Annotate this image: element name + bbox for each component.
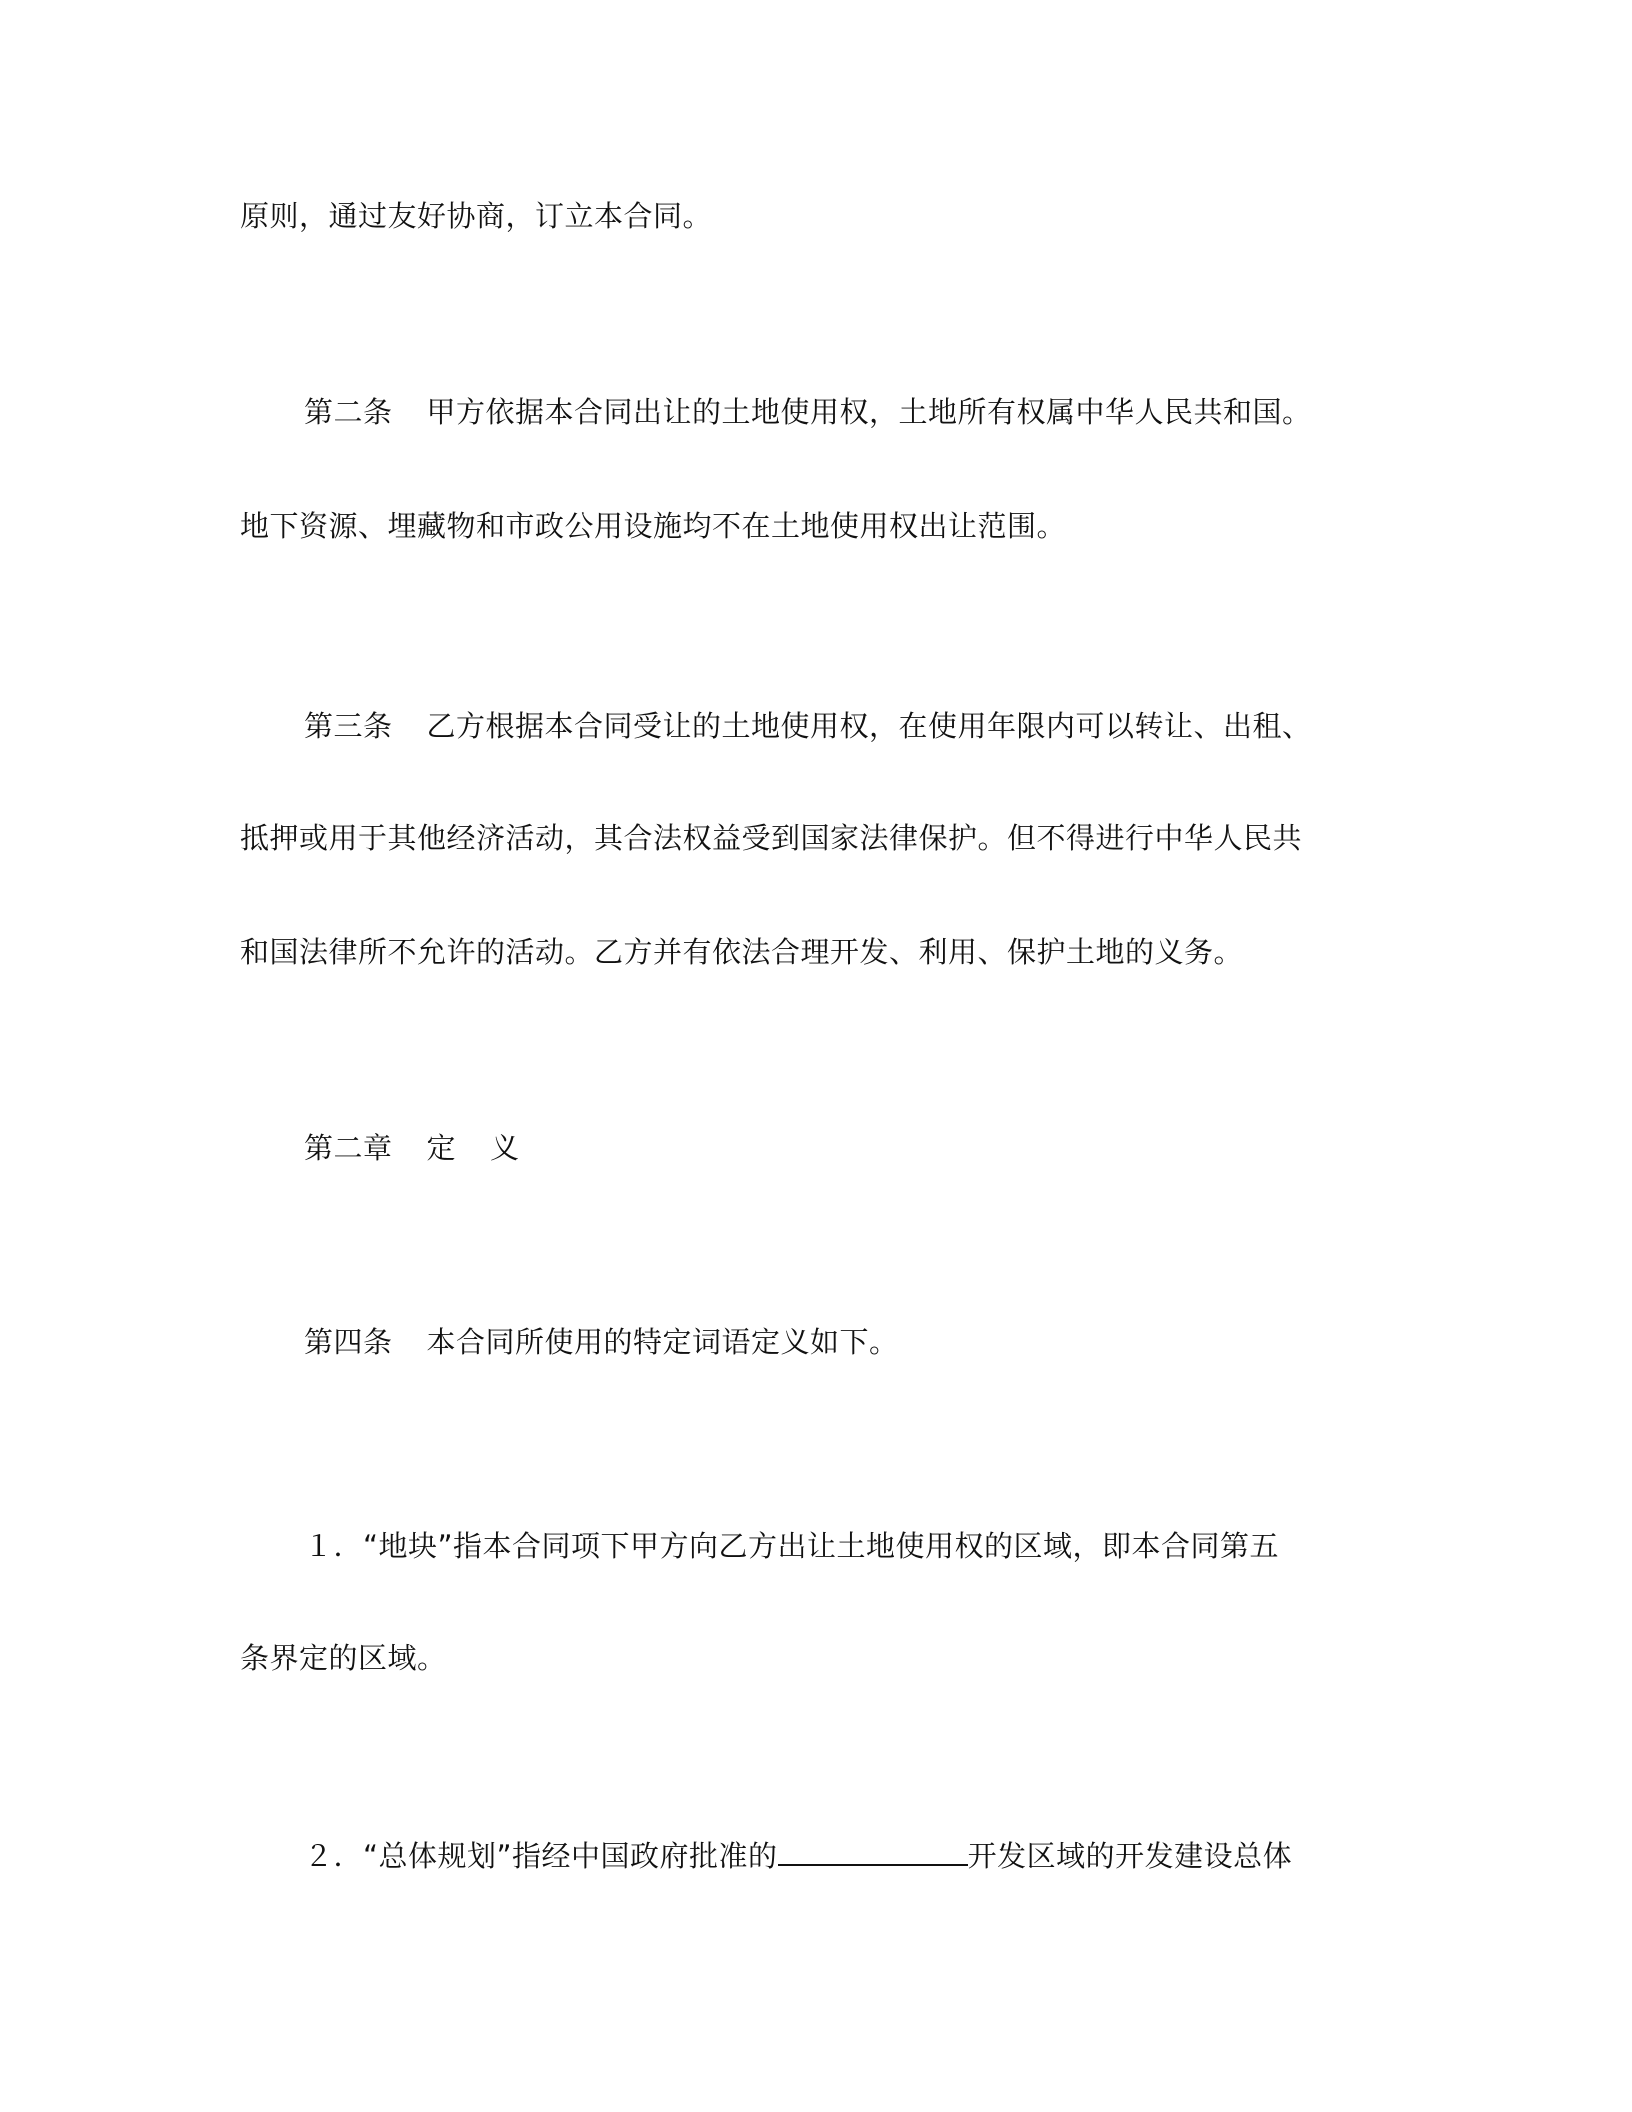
text-run: 原则，通过友好协商，订立本合同。 bbox=[240, 199, 713, 233]
fill-in-blank bbox=[778, 1834, 968, 1866]
text-run: 乙方根据本合同受让的土地使用权，在使用年限内可以转让、出租、 bbox=[426, 709, 1312, 743]
text-run: 条界定的区域。 bbox=[240, 1641, 447, 1675]
chapter-number: 第二章 bbox=[304, 1131, 393, 1165]
chapter-title-char: 定 bbox=[426, 1131, 457, 1165]
paragraph-line bbox=[240, 196, 712, 236]
chapter-heading bbox=[304, 1128, 520, 1168]
text-run: 本合同所使用的特定词语定义如下。 bbox=[426, 1325, 899, 1359]
text-run: 和国法律所不允许的活动。乙方并有依法合理开发、利用、保护土地的义务。 bbox=[240, 935, 1244, 969]
text-run: 开发区域的开发建设总体 bbox=[967, 1839, 1293, 1873]
text-run: 地下资源、埋藏物和市政公用设施均不在土地使用权出让范围。 bbox=[240, 509, 1067, 543]
definition-1-line-2 bbox=[240, 1638, 447, 1678]
text-run: １．“地块”指本合同项下甲方向乙方出让土地使用权的区域，即本合同第五 bbox=[304, 1529, 1280, 1563]
text-run: ２．“总体规划”指经中国政府批准的 bbox=[304, 1839, 778, 1873]
article-number: 第三条 bbox=[304, 709, 393, 743]
article-2-line-2 bbox=[240, 506, 1066, 546]
text-run: 甲方依据本合同出让的土地使用权，土地所有权属中华人民共和国。 bbox=[426, 395, 1312, 429]
article-number: 第四条 bbox=[304, 1325, 393, 1359]
definition-1-line-1 bbox=[304, 1526, 1279, 1566]
article-3-line-1 bbox=[304, 706, 1312, 746]
article-4-line-1 bbox=[304, 1322, 899, 1362]
text-run: 抵押或用于其他经济活动，其合法权益受到国家法律保护。但不得进行中华人民共 bbox=[240, 821, 1303, 855]
article-2-line-1 bbox=[304, 392, 1312, 432]
definition-2-line-1 bbox=[304, 1834, 1292, 1876]
article-number: 第二条 bbox=[304, 395, 393, 429]
chapter-title-char: 义 bbox=[490, 1131, 520, 1165]
article-3-line-2 bbox=[240, 818, 1302, 858]
article-3-line-3 bbox=[240, 932, 1243, 972]
